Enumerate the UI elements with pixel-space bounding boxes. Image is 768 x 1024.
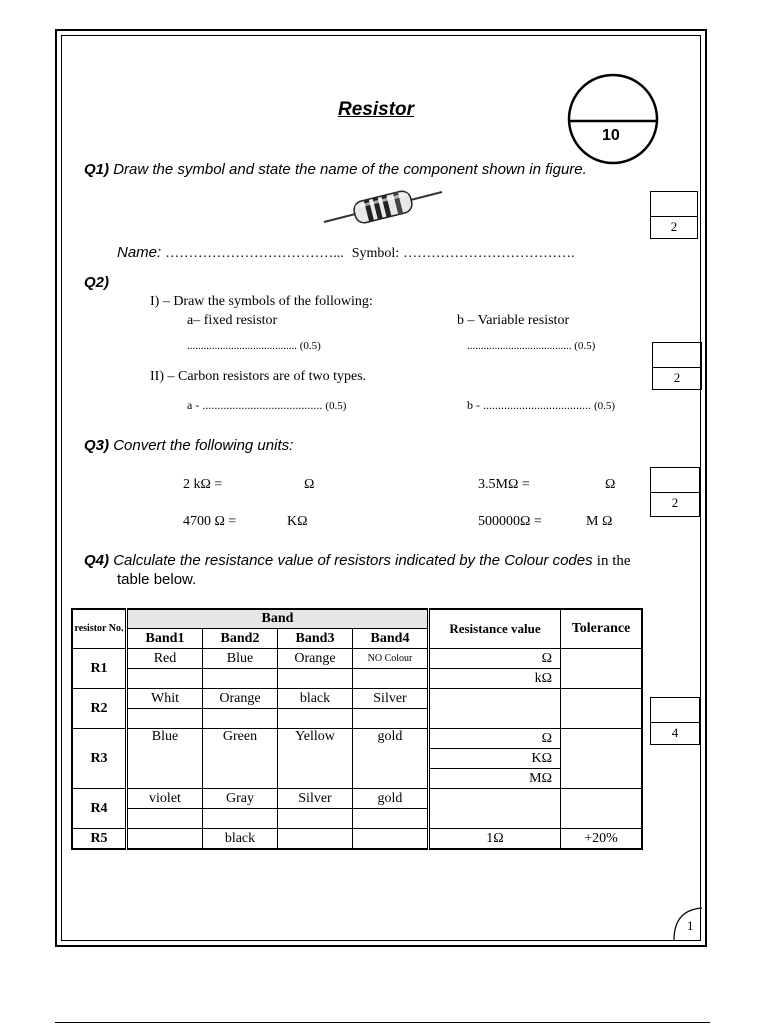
r3-value-ohm[interactable]: Ω	[429, 729, 561, 749]
r5-tolerance: +20%	[561, 829, 643, 850]
q3-r2-unit: KΩ	[287, 514, 308, 529]
q3-r2-runit: M Ω	[586, 514, 613, 529]
q3-r1-unit: Ω	[304, 477, 315, 492]
q3-r2-left: 4700 Ω =	[183, 514, 237, 529]
r5-band2: black	[203, 829, 278, 850]
q2-part2: II) – Carbon resistors are of two types.	[150, 369, 367, 384]
r2-band2: Orange	[203, 689, 278, 709]
q2-c-dots[interactable]: a - ........................................	[187, 398, 323, 412]
q3-question	[84, 437, 293, 454]
r5-band1[interactable]	[127, 829, 203, 850]
q2-d-points: (0.5)	[594, 400, 616, 412]
q2-b-points: (0.5)	[574, 340, 596, 352]
header-band1: Band1	[127, 629, 203, 649]
r2-value[interactable]	[429, 689, 561, 729]
r1-band1: Red	[127, 649, 203, 669]
q2-marks-box	[652, 342, 702, 390]
header-band3: Band3	[278, 629, 353, 649]
q4-text-line2: table below.	[117, 571, 197, 588]
q2-number-text: Q2)	[84, 274, 110, 291]
q1-question	[84, 161, 587, 178]
symbol-dots[interactable]: ……………………………….	[403, 246, 575, 261]
q3-r1-right: 3.5MΩ =	[478, 477, 530, 492]
q4-marks: 4	[671, 725, 679, 740]
r5-value: 1Ω	[429, 829, 561, 850]
r2-band4: Silver	[353, 689, 429, 709]
q4-question	[84, 552, 631, 570]
header-resistor-no: resistor No.	[72, 609, 127, 649]
q1-text: Draw the symbol and state the name of the component shown in figure.	[113, 161, 587, 178]
q2-a-points: (0.5)	[299, 340, 321, 352]
r3-band1: Blue	[127, 729, 203, 789]
q4-marks-box	[650, 697, 700, 745]
r3-value-mohm[interactable]: MΩ	[429, 769, 561, 789]
q2-a-dots[interactable]: ........................................	[187, 340, 297, 352]
q2-number	[84, 274, 109, 291]
row-r1-label: R1	[72, 649, 127, 689]
q2-a-answer	[187, 340, 321, 352]
r4-band1: violet	[127, 789, 203, 809]
r1-band2: Blue	[203, 649, 278, 669]
q2-a: a– fixed resistor	[187, 313, 278, 328]
score-circle	[566, 72, 660, 166]
q3-r1-left: 2 kΩ =	[183, 477, 223, 492]
r3-tolerance[interactable]	[561, 729, 643, 789]
q3-number: Q3)	[84, 437, 110, 454]
q2-d-dots[interactable]: b - ....................................	[467, 398, 591, 412]
r1-value-ohm[interactable]: Ω	[429, 649, 561, 669]
r3-band3: Yellow	[278, 729, 353, 789]
row-r2-label: R2	[72, 689, 127, 729]
r2-band1: Whit	[127, 689, 203, 709]
name-dots[interactable]: ………………………………...	[165, 246, 344, 261]
name-label: Name:	[117, 244, 162, 261]
r3-band2: Green	[203, 729, 278, 789]
r3-band4: gold	[353, 729, 429, 789]
r4-value[interactable]	[429, 789, 561, 829]
symbol-label: Symbol:	[351, 246, 400, 261]
r2-band3: black	[278, 689, 353, 709]
q1-marks-box	[650, 191, 698, 239]
header-resistance: Resistance value	[429, 609, 561, 649]
q4-text: Calculate the resistance value of resistors indicated by the Colour codes	[113, 552, 593, 569]
bottom-rule	[55, 1022, 710, 1023]
q2-b: b – Variable resistor	[457, 313, 570, 328]
page-number: 1	[687, 918, 694, 933]
header-tolerance: Tolerance	[561, 609, 643, 649]
q3-r2-right: 500000Ω =	[478, 514, 542, 529]
q4-number: Q4)	[84, 552, 110, 569]
q2-c-points: (0.5)	[325, 400, 347, 412]
r1-band3: Orange	[278, 649, 353, 669]
resistor-table	[71, 608, 643, 850]
r4-band3: Silver	[278, 789, 353, 809]
q1-number: Q1)	[84, 161, 110, 178]
header-band4: Band4	[353, 629, 429, 649]
page-title: Resistor	[338, 99, 415, 120]
q2-b-dots[interactable]: ......................................	[467, 340, 572, 352]
q1-answer-line	[117, 244, 575, 262]
q2-d-answer	[467, 398, 615, 413]
r5-band3[interactable]	[278, 829, 353, 850]
q3-text: Convert the following units:	[113, 437, 294, 454]
q2-b-answer	[467, 340, 595, 352]
resistor-figure-icon	[322, 186, 444, 228]
header-band: Band	[127, 609, 429, 629]
r3-value-kohm[interactable]: KΩ	[429, 749, 561, 769]
r2-tolerance[interactable]	[561, 689, 643, 729]
r4-band4: gold	[353, 789, 429, 809]
r1-value-kohm[interactable]: kΩ	[429, 669, 561, 689]
q4-text-tail: in the	[596, 553, 631, 569]
q1-marks: 2	[670, 219, 678, 234]
r1-tolerance[interactable]	[561, 649, 643, 689]
q3-r1-runit: Ω	[605, 477, 616, 492]
r5-band4[interactable]	[353, 829, 429, 850]
header-band2: Band2	[203, 629, 278, 649]
q2-c-answer	[187, 398, 346, 413]
q2-part1: I) – Draw the symbols of the following:	[150, 294, 373, 309]
q2-marks: 2	[673, 370, 681, 385]
r4-band2: Gray	[203, 789, 278, 809]
q3-marks: 2	[671, 495, 679, 510]
r1-band4: NO Colour	[353, 649, 429, 669]
row-r4-label: R4	[72, 789, 127, 829]
q3-marks-box	[650, 467, 700, 517]
score-total: 10	[602, 127, 620, 144]
row-r3-label: R3	[72, 729, 127, 789]
row-r5-label: R5	[72, 829, 127, 850]
r4-tolerance[interactable]	[561, 789, 643, 829]
